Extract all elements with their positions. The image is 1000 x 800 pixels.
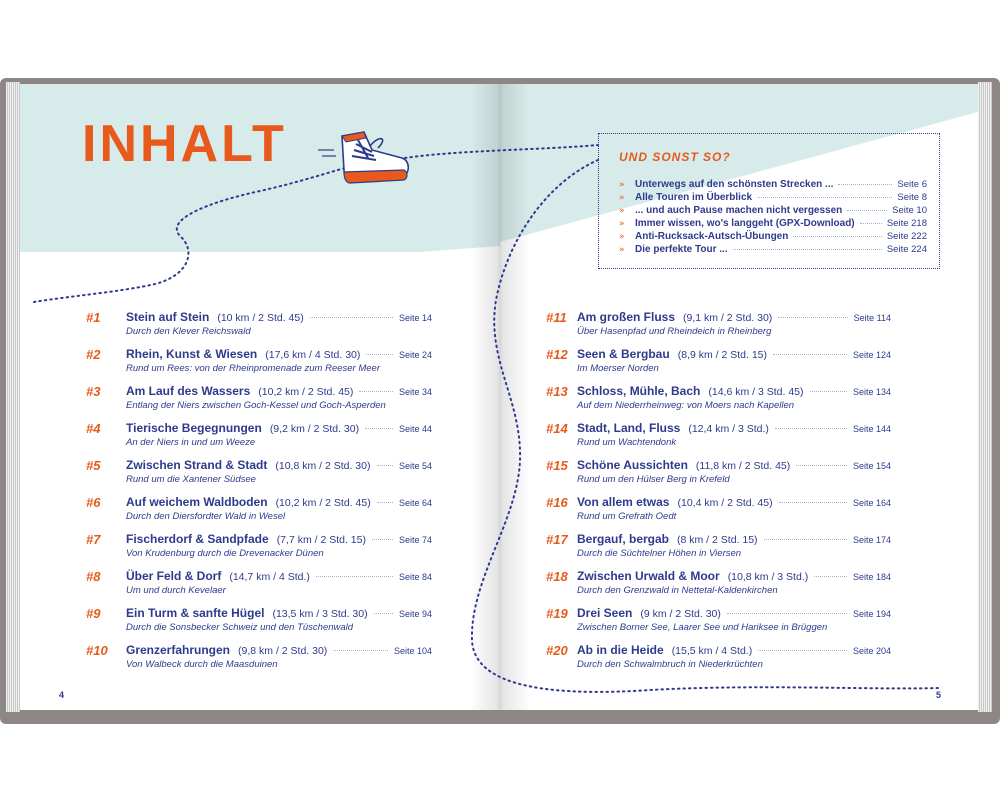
dot-leader <box>793 236 881 237</box>
tour-title: Rhein, Kunst & Wiesen <box>126 347 258 361</box>
tour-title: Zwischen Urwald & Moor <box>577 569 720 583</box>
tour-subtitle: Über Hasenpfad und Rheindeich in Rheinberg <box>577 326 772 337</box>
extras-item-label: Unterwegs auf den schönsten Strecken ... <box>635 179 834 190</box>
tour-info: (13,5 km / 3 Std. 30) <box>272 608 368 620</box>
tour-info: (8,9 km / 2 Std. 15) <box>677 349 767 361</box>
tour-subtitle: Um und durch Kevelaer <box>126 585 226 596</box>
tour-number: #19 <box>546 606 568 621</box>
tour-title: Bergauf, bergab <box>577 532 670 546</box>
tour-subtitle: Rund um Rees: von der Rheinpromenade zum Reeser Meer <box>126 363 380 374</box>
arrow-icon: » <box>619 180 625 190</box>
tour-page: Seite 174 <box>852 535 891 545</box>
tour-title: Drei Seen <box>577 606 633 620</box>
tour-info: (9,8 km / 2 Std. 30) <box>238 645 328 657</box>
tour-subtitle: Zwischen Borner See, Laarer See und Hariksee in Brüggen <box>577 622 828 633</box>
dot-leader <box>838 184 892 185</box>
tour-subtitle: An der Niers in und um Weeze <box>126 437 256 448</box>
tour-page: Seite 124 <box>852 350 891 360</box>
tour-title: Über Feld & Dorf <box>126 569 222 583</box>
dot-leader <box>366 354 393 355</box>
extras-item-label: ... und auch Pause machen nicht vergessen <box>635 205 843 216</box>
tour-page: Seite 164 <box>852 498 891 508</box>
tour-info: (9,2 km / 2 Std. 30) <box>269 423 360 435</box>
tour-info: (9 km / 2 Std. 30) <box>640 608 721 620</box>
tour-title: Stadt, Land, Fluss <box>577 421 681 435</box>
tour-title: Tierische Begegnungen <box>126 421 262 435</box>
tour-info: (10,4 km / 2 Std. 45) <box>677 497 773 509</box>
arrow-icon: » <box>619 193 625 203</box>
tour-title: Grenzerfahrungen <box>126 643 231 657</box>
tour-info: (10,8 km / 2 Std. 30) <box>275 460 371 472</box>
tour-number: #7 <box>86 532 101 547</box>
page-number-left: 4 <box>59 690 65 700</box>
tour-number: #20 <box>546 643 568 658</box>
tour-info: (12,4 km / 3 Std.) <box>688 423 769 435</box>
tour-subtitle: Rund um Wachtendonk <box>577 437 677 448</box>
tour-number: #11 <box>546 310 567 325</box>
tour-number: #17 <box>546 532 568 547</box>
tour-number: #12 <box>546 347 568 362</box>
tour-number: #18 <box>546 569 568 584</box>
dot-leader <box>372 539 393 540</box>
page-title: INHALT <box>82 115 287 173</box>
tour-subtitle: Durch den Grenzwald in Nettetal-Kaldenkirchen <box>577 585 778 596</box>
extras-list <box>619 179 927 257</box>
tour-number: #16 <box>546 495 568 510</box>
tour-info: (10,8 km / 3 Std.) <box>727 571 809 583</box>
tour-info: (8 km / 2 Std. 15) <box>677 534 758 546</box>
extras-item[interactable] <box>619 179 927 192</box>
tour-title: Von allem etwas <box>577 495 670 509</box>
tour-info: (10 km / 2 Std. 45) <box>217 312 304 324</box>
extras-item-page: Seite 6 <box>897 179 927 190</box>
dot-leader <box>310 317 393 318</box>
tour-page: Seite 194 <box>852 609 891 619</box>
tour-page: Seite 44 <box>398 424 432 434</box>
dot-leader <box>377 502 393 503</box>
tour-page: Seite 14 <box>398 313 432 323</box>
dot-leader <box>810 391 847 392</box>
extras-box <box>598 133 940 269</box>
tour-title: Am großen Fluss <box>577 310 676 324</box>
extras-item-page: Seite 8 <box>897 192 927 203</box>
tour-page: Seite 34 <box>398 387 432 397</box>
dot-leader <box>796 465 847 466</box>
extras-item-label: Anti-Rucksack-Autsch-Übungen <box>635 231 789 242</box>
tour-number: #5 <box>86 458 101 473</box>
arrow-icon: » <box>619 245 625 255</box>
tour-info: (14,6 km / 3 Std. 45) <box>708 386 804 398</box>
extras-item-label: Alle Touren im Überblick <box>635 192 753 203</box>
extras-item[interactable] <box>619 244 927 257</box>
tour-subtitle: Durch den Schwalmbruch in Niederkrüchten <box>577 659 763 670</box>
tour-number: #9 <box>86 606 101 621</box>
tour-subtitle: Durch die Sonsbecker Schweiz und den Tüschenwald <box>126 622 354 633</box>
extras-item[interactable] <box>619 231 927 244</box>
tour-page: Seite 114 <box>853 313 891 323</box>
extras-title: UND SONST SO? <box>619 150 731 164</box>
tour-subtitle: Auf dem Niederrheinweg: von Moers nach Kapellen <box>577 400 795 411</box>
tour-subtitle: Rund um die Xantener Südsee <box>126 474 256 485</box>
tour-page: Seite 154 <box>852 461 891 471</box>
extras-item[interactable] <box>619 218 927 231</box>
tour-subtitle: Durch den Klever Reichswald <box>126 326 251 337</box>
tour-number: #6 <box>86 495 101 510</box>
hiking-boot-icon <box>316 128 412 190</box>
tour-number: #4 <box>86 421 101 436</box>
tour-title: Schöne Aussichten <box>577 458 688 472</box>
tour-info: (10,2 km / 2 Std. 45) <box>275 497 371 509</box>
tour-number: #2 <box>86 347 101 362</box>
dot-leader <box>778 317 847 318</box>
tour-subtitle: Durch die Süchtelner Höhen in Viersen <box>577 548 742 559</box>
tour-title: Schloss, Mühle, Bach <box>577 384 701 398</box>
tour-subtitle: Durch den Diersfordter Wald in Wesel <box>126 511 286 522</box>
tour-info: (10,2 km / 2 Std. 45) <box>258 386 354 398</box>
tour-info: (17,6 km / 4 Std. 30) <box>265 349 361 361</box>
dot-leader <box>814 576 847 577</box>
tour-page: Seite 24 <box>398 350 432 360</box>
tour-subtitle: Rund um den Hülser Berg in Krefeld <box>577 474 730 485</box>
tour-number: #10 <box>86 643 108 658</box>
tour-subtitle: Von Krudenburg durch die Drevenacker Dünen <box>126 548 324 559</box>
dot-leader <box>377 465 393 466</box>
extras-item[interactable] <box>619 205 927 218</box>
tour-page: Seite 144 <box>852 424 891 434</box>
dot-leader <box>775 428 847 429</box>
tour-number: #15 <box>546 458 568 473</box>
tour-info: (15,5 km / 4 Std.) <box>671 645 753 657</box>
tour-number: #8 <box>86 569 101 584</box>
tour-info: (14,7 km / 4 Std.) <box>229 571 310 583</box>
arrow-icon: » <box>619 232 625 242</box>
tour-page: Seite 184 <box>852 572 891 582</box>
dot-leader <box>773 354 847 355</box>
dot-leader <box>374 613 393 614</box>
extras-item-label: Die perfekte Tour ... <box>635 244 728 255</box>
extras-item-page: Seite 218 <box>886 218 927 229</box>
tour-info: (9,1 km / 2 Std. 30) <box>683 312 773 324</box>
tour-info: (7,7 km / 2 Std. 15) <box>276 534 366 546</box>
dot-leader <box>359 391 393 392</box>
dot-leader <box>758 650 847 651</box>
dot-leader <box>333 650 388 651</box>
tour-title: Ein Turm & sanfte Hügel <box>126 606 265 620</box>
tour-number: #14 <box>546 421 568 436</box>
tour-subtitle: Von Walbeck durch die Maasduinen <box>126 659 278 670</box>
page-number-right: 5 <box>936 690 942 700</box>
tour-title: Zwischen Strand & Stadt <box>126 458 268 472</box>
tour-title: Fischerdorf & Sandpfade <box>126 532 269 546</box>
tour-title: Seen & Bergbau <box>577 347 670 361</box>
tour-page: Seite 104 <box>393 646 432 656</box>
extras-item[interactable] <box>619 192 927 205</box>
extras-item-page: Seite 222 <box>886 231 927 242</box>
extras-item-label: Immer wissen, wo's langgeht (GPX-Download) <box>635 218 855 229</box>
dot-leader <box>365 428 393 429</box>
tour-subtitle: Rund um Grefrath Oedt <box>577 511 677 522</box>
extras-item-page: Seite 224 <box>886 244 927 255</box>
tour-page: Seite 74 <box>398 535 432 545</box>
tour-number: #13 <box>546 384 568 399</box>
extras-item-page: Seite 10 <box>892 205 927 216</box>
tour-number: #3 <box>86 384 101 399</box>
dot-leader <box>316 576 393 577</box>
tour-page: Seite 94 <box>398 609 432 619</box>
arrow-icon: » <box>619 206 625 216</box>
dot-leader <box>757 197 892 198</box>
dot-leader <box>727 613 847 614</box>
dot-leader <box>779 502 847 503</box>
tour-subtitle: Entlang der Niers zwischen Goch-Kessel und Goch-Asperden <box>126 400 386 411</box>
dot-leader <box>847 210 887 211</box>
tour-page: Seite 204 <box>852 646 891 656</box>
dot-leader <box>860 223 882 224</box>
tour-title: Auf weichem Waldboden <box>126 495 268 509</box>
tour-title: Ab in die Heide <box>577 643 664 657</box>
tour-info: (11,8 km / 2 Std. 45) <box>695 460 791 472</box>
dot-leader <box>764 539 847 540</box>
tour-page: Seite 54 <box>398 461 432 471</box>
tour-title: Stein auf Stein <box>126 310 210 324</box>
tour-subtitle: Im Moerser Norden <box>577 363 659 374</box>
tour-page: Seite 84 <box>398 572 432 582</box>
dot-leader <box>733 249 882 250</box>
tour-page: Seite 134 <box>852 387 891 397</box>
tour-title: Am Lauf des Wassers <box>126 384 251 398</box>
arrow-icon: » <box>619 219 625 229</box>
tour-number: #1 <box>86 310 101 325</box>
tour-page: Seite 64 <box>398 498 432 508</box>
